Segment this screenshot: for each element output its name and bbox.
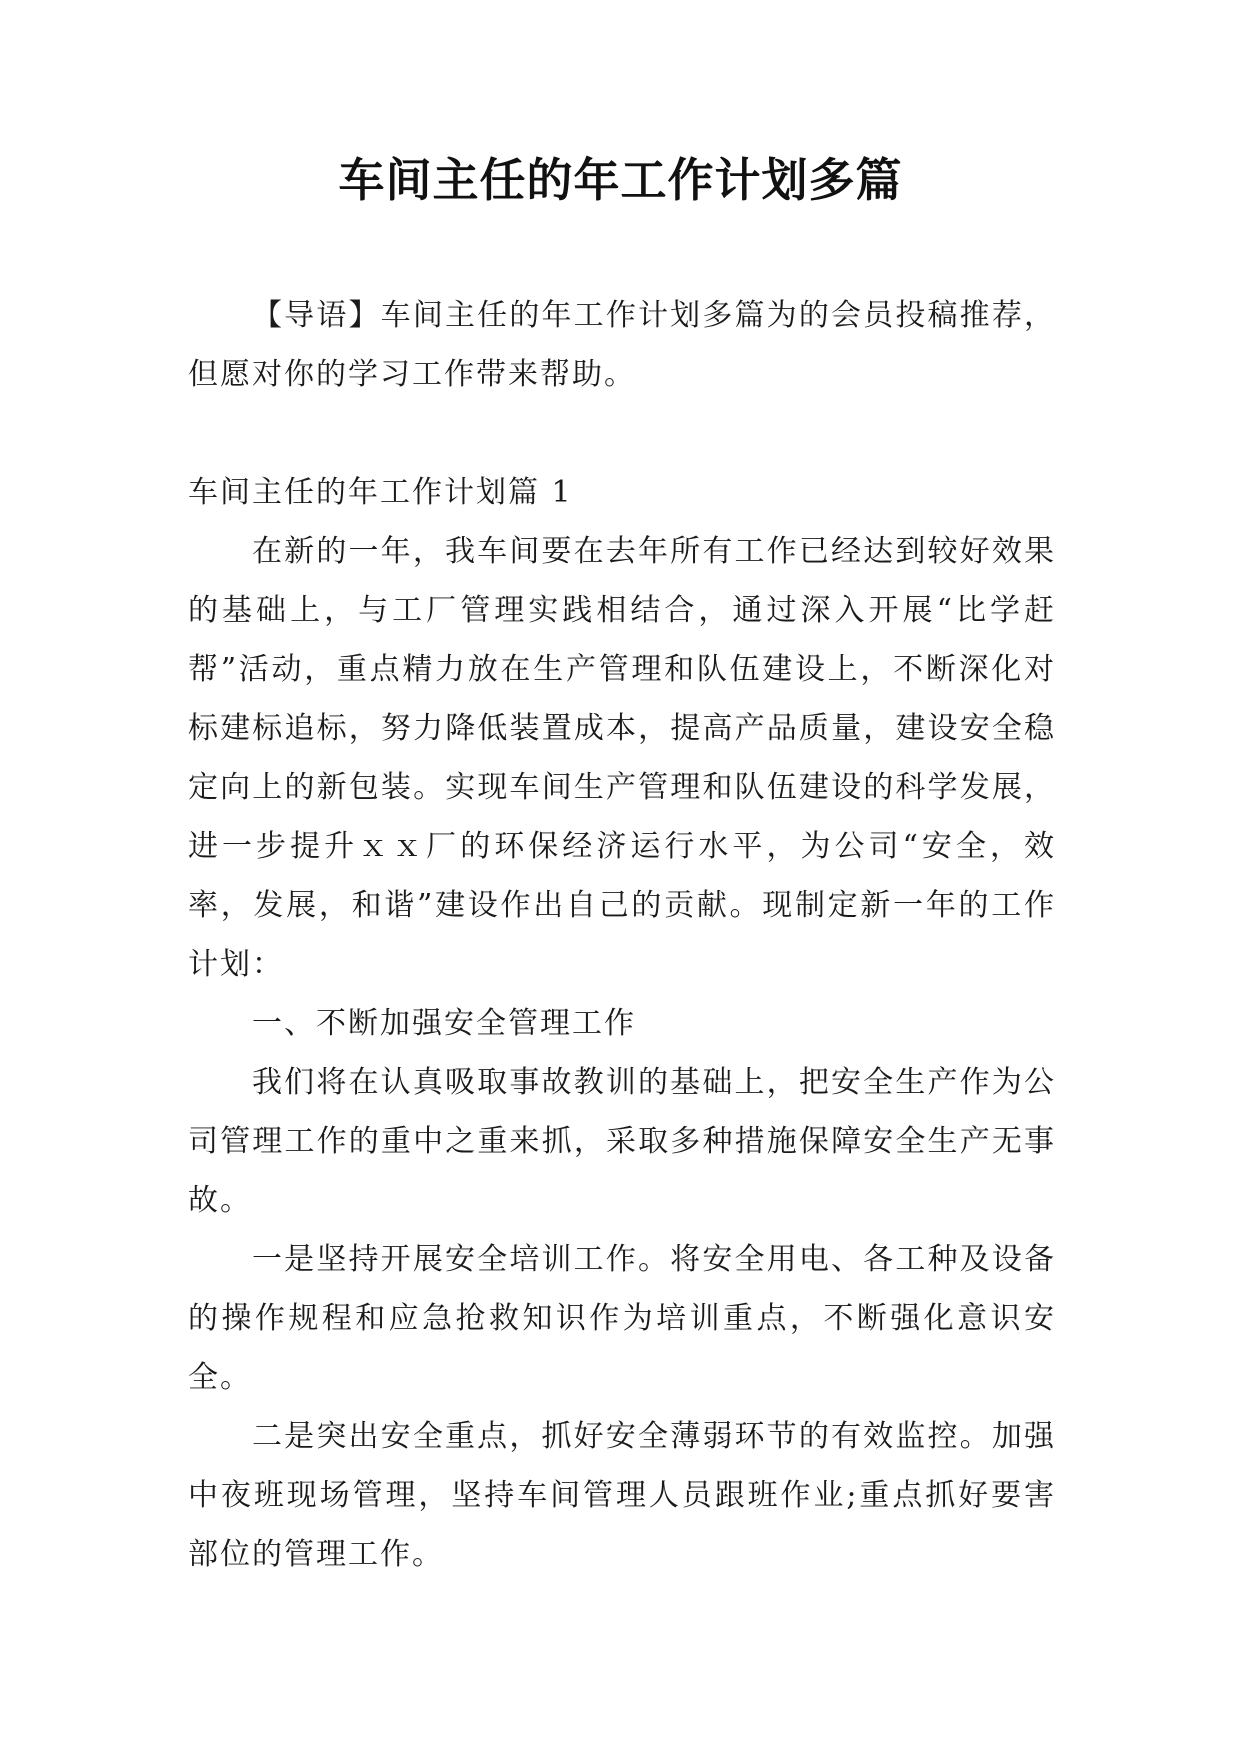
- body-paragraph: 二是突出安全重点，抓好安全薄弱环节的有效监控。加强中夜班现场管理，坚持车间管理人员跟班作业;重点抓好要害部位的管理工作。: [188, 1419, 1056, 1572]
- intro-paragraph: 【导语】车间主任的年工作计划多篇为的会员投稿推荐，但愿对你的学习工作带来帮助。: [188, 298, 1056, 392]
- body-paragraph: 我们将在认真吸取事故教训的基础上，把安全生产作为公司管理工作的重中之重来抓，采取多种措施保障安全生产无事故。: [188, 1065, 1056, 1218]
- subheading: 一、不断加强安全管理工作: [252, 1006, 636, 1041]
- body-paragraph: 在新的一年，我车间要在去年所有工作已经达到较好效果的基础上，与工厂管理实践相结合，通过深入开展“比学赶帮”活动，重点精力放在生产管理和队伍建设上，不断深化对标建标追标，努力降低装置成本，提高产品质量，建设安全稳定向上的新包装。实现车间生产管理和队伍建设的科学发展，进一步提升ｘｘ厂的环保经济运行水平，为公司“安全，效率，发展，和谐”建设作出自己的贡献。现制定新一年的工作计划：: [188, 534, 1056, 982]
- document-title: 车间主任的年工作计划多篇: [338, 153, 903, 207]
- section-heading: 车间主任的年工作计划篇 1: [188, 475, 573, 510]
- spacer: [188, 404, 1056, 463]
- document-body: [188, 286, 1056, 1584]
- body-paragraph: 一是坚持开展安全培训工作。将安全用电、各工种及设备的操作规程和应急抢救知识作为培训重点，不断强化意识安全。: [188, 1242, 1056, 1395]
